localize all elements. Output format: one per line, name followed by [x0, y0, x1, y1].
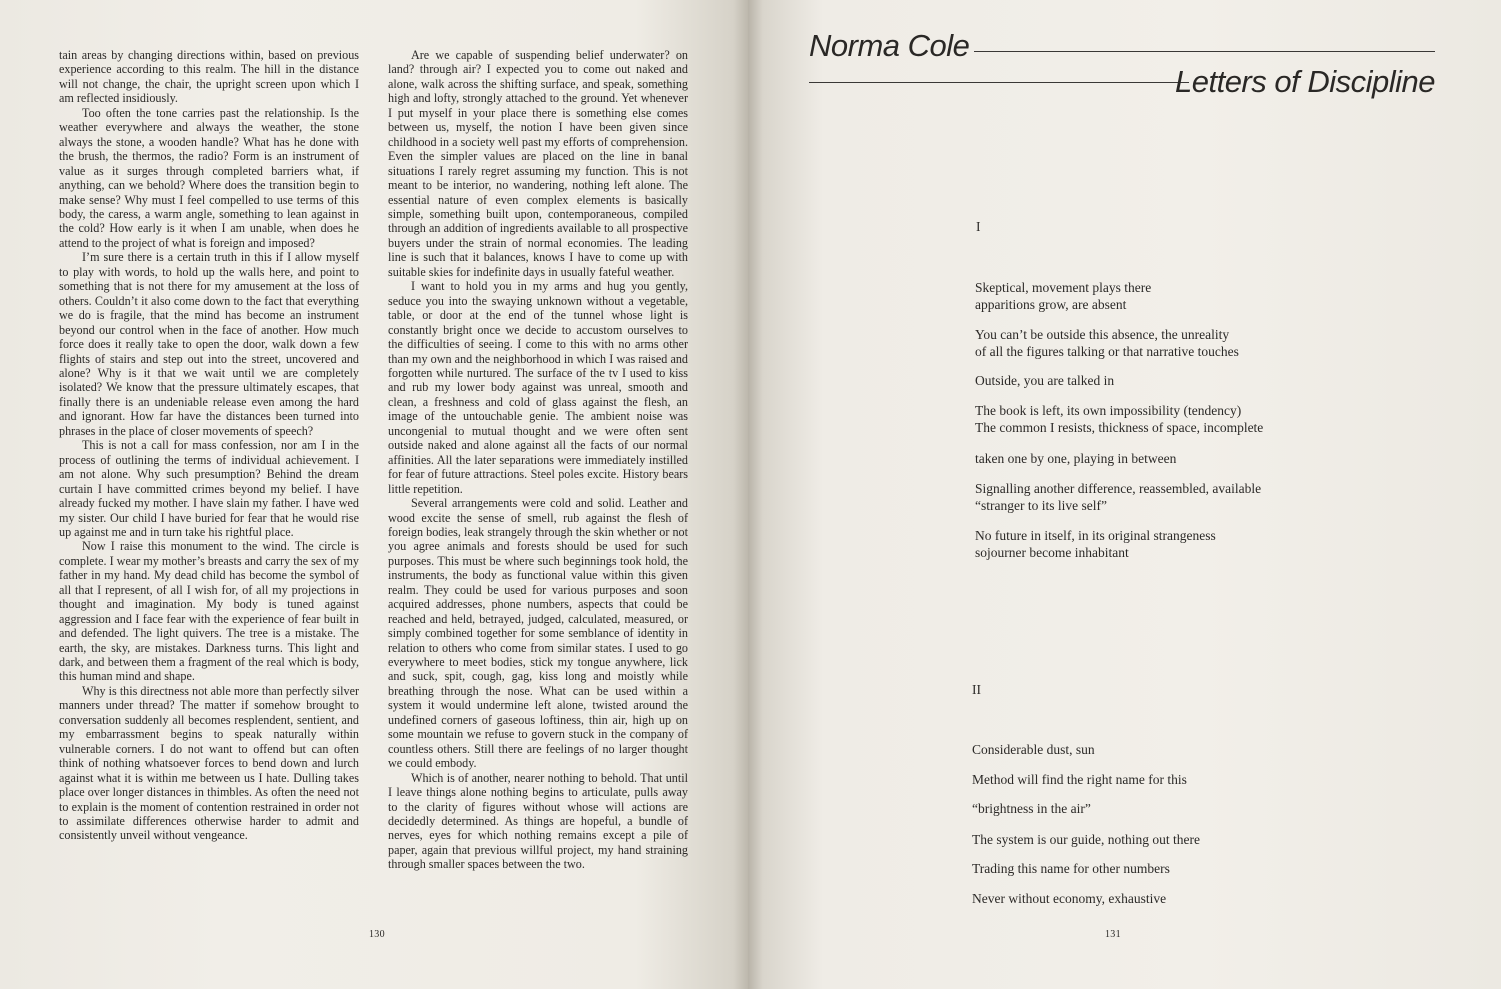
stanza — [972, 771, 1187, 788]
poem-line: of all the figures talking or that narrative touches — [975, 344, 1239, 359]
poem-line: Trading this name for other numbers — [972, 861, 1170, 876]
poem-line: You can’t be outside this absence, the unreality — [975, 327, 1230, 342]
right-page — [748, 0, 1501, 989]
page-number-left: 130 — [369, 929, 385, 940]
paragraph: Now I raise this monument to the wind. The circle is complete. I wear my mother’s breasts and carry the sex of my father in my hand. My dead child has become the symbol of all that I represent, of all I wish for, of all my projections in thought and imagination. My body is tuned against aggression and I face fear with the experience of fear built in and defended. The light quivers. The tree is a mistake. The earth, the sky, are mistakes. Darkness turns. This light and dark, and between them a fragment of the real which is body, this human mind and shape. — [59, 539, 359, 684]
stanza — [975, 279, 1151, 313]
poem-line: taken one by one, playing in between — [975, 451, 1177, 466]
left-page — [0, 0, 748, 989]
poem-line: sojourner become inhabitant — [975, 545, 1129, 560]
stanza — [972, 800, 1091, 817]
stanza — [972, 890, 1166, 907]
paragraph: Too often the tone carries past the relationship. Is the weather everywhere and always the weather, the stone always the stone, a wooden handle? What has he done with the brush, the thermos, the radio? Form is an instrument of value as it surges through completed barriers what, if anything, can we behold? Where does the transition begin to make sense? Why must I feel compelled to use terms of this body, the caress, a warm angle, something to lean against in the cold? How early is it when I am unable, when does he attend to the project of what is foreign and imposed? — [59, 105, 359, 250]
poem-line: Considerable dust, sun — [972, 742, 1095, 757]
stanza — [975, 326, 1239, 360]
poem-line: Signalling another difference, reassembled, available — [975, 481, 1262, 496]
author-name: Norma Cole — [809, 28, 970, 63]
paragraph: I want to hold you in my arms and hug you gently, seduce you into the swaying unknown without a vegetable, table, or door at the end of the tunnel whose light is constantly bright once we decide to accustom ourselves to the difficulties of seeing. I come to this with no arms other than my own and the neighborhood in which I was raised and forgotten while nurtured. The surface of the tv I used to kiss and rub my lower body against was unreal, smooth and clean, a freshness and cold of glass against the flesh, an image of the untouchable genie. The ambient noise was uncongenial to mutual thought and we were often sent outside naked and alone against all the facts of our normal affinities. All the later separations were immediately instilled for fear of future attractions. Steel poles excite. History bears little repetition. — [388, 279, 688, 496]
section-number-1: I — [976, 219, 981, 234]
paragraph: Are we capable of suspending belief underwater? on land? through air? I expected you to come out naked and alone, walk across the shifting surface, and speak, something high and lofty, strongly attached to the ground. Yet whenever I put myself in your place there is something else comes between us, myself, the notion I have been given since childhood in a society well past my efforts of comprehension. Even the simpler values are placed on the line in banal situations I rarely regret assuming my function. This is not meant to be interior, no wandering, nothing left alone. The essential nature of even complex elements is basically simple, something built upon, contemporaneous, compiled through an addition of ingredients available to all prospective buyers under the strain of normal economies. The leading line is such that it balances, knows I have to come up with suitable skies for indefinite days in usually fateful weather. — [388, 48, 688, 279]
poem-line: “brightness in the air” — [972, 801, 1091, 816]
stanza — [975, 450, 1176, 467]
paragraph: Why is this directness not able more than perfectly silver manners under thread? The matter if somehow brought to conversation suddenly all becomes resplendent, sentient, and my embarrassment begins to speak naturally within vulnerable corners. I do not want to offend but can often think of nothing whatsoever forces to bend down and lurch against what it is within me between us I hate. Dulling takes place over longer distances in thimbles. As often the need not to explain is the moment of contention restrained in order not to assimilate differences otherwise harder to admit and consistently unveil without vengeance. — [59, 683, 359, 843]
poem-line: “stranger to its live self” — [975, 498, 1107, 513]
stanza — [972, 831, 1200, 848]
poem-line: The system is our guide, nothing out there — [972, 832, 1200, 847]
poem-line: Method will find the right name for this — [972, 772, 1187, 787]
stanza — [975, 372, 1114, 389]
paragraph: tain areas by changing directions within, based on previous experience according to this realm. The hill in the distance will not change, the chair, the upright screen upon which I am reflected insidiously. — [59, 48, 359, 106]
paragraph: I’m sure there is a certain truth in this if I allow myself to play with words, to hold up the walls here, and point to something that is not there for my amusement at the loss of others. Couldn’t it also come down to the fact that everything we do is fragile, that the mind has become an instrument beyond our control when in the face of another. How much force does it really take to open the door, walk down a few flights of stairs and step out into the street, uncovered and alone? Why is it that we wait until we are completely isolated? We know that the pressure ultimately escapes, that finally there is an undeniable release even among the hard and ignorant. How far have the distances been turned into phrases in the place of closer movements of speech? — [59, 250, 359, 438]
stanza — [975, 480, 1261, 514]
left-column-2 — [388, 48, 688, 872]
paragraph: Several arrangements were cold and solid. Leather and wood excite the sense of smell, rub against the flesh of foreign bodies, leak strangely through the skin whether or not you agree animals and forests should be used for such purposes. This must be where such beginnings took hold, the instruments, the body as functional value within this given realm. They could be used for various purposes and soon acquired addresses, phone numbers, aspects that could be reached and held, betrayed, judged, calculated, measured, or simply combined together for some semblance of identity in relation to others who come from similar states. I used to go everywhere to meet bodies, stick my tongue anywhere, lick and suck, spit, cough, gag, kiss long and moistly while breathing through the nose. What can be used within a system it would undermine left alone, twisted around the undefined corners of gaseous loftiness, thin air, high up on some mountain we refuse to govern stuck in the company of countless others. Still there are feelings of no larger thought we could embody. — [388, 496, 688, 771]
left-column-1 — [59, 48, 359, 843]
poem-title: Letters of Discipline — [1174, 64, 1435, 99]
poem-line: Outside, you are talked in — [975, 373, 1115, 388]
header-rule-top — [974, 51, 1435, 52]
stanza — [972, 860, 1170, 877]
poem-line: apparitions grow, are absent — [975, 297, 1127, 312]
section-number-2: II — [972, 682, 981, 697]
paragraph: This is not a call for mass confession, nor am I in the process of outlining the terms of individual achievement. I am not alone. Why such presumption? Behind the dream curtain I have committed crimes beyond my belief. I have already fucked my mother. I have slain my father. I have wed my sister. Our child I have buried for fear that he would rise up against me and in turn take his rightful place. — [59, 438, 359, 539]
stanza — [975, 402, 1263, 436]
stanza — [975, 527, 1216, 561]
paragraph: Which is of another, nearer nothing to behold. That until I leave things alone nothing begins to articulate, pulls away to the clarity of figures without whose will actions are decidedly determined. As things are hopeful, a bundle of nerves, eyes for which nothing remains except a pile of paper, again that previous willful project, my hand straining through smaller spaces between the two. — [388, 770, 688, 872]
poem-line: Skeptical, movement plays there — [975, 280, 1152, 295]
poem-line: Never without economy, exhaustive — [972, 891, 1167, 906]
page-number-right: 131 — [1105, 929, 1121, 940]
poem-line: The common I resists, thickness of space, incomplete — [975, 420, 1264, 435]
stanza — [972, 741, 1095, 758]
poem-line: No future in itself, in its original strangeness — [975, 528, 1216, 543]
poem-line: The book is left, its own impossibility (tendency) — [975, 403, 1242, 418]
header-rule-bottom — [809, 82, 1189, 83]
